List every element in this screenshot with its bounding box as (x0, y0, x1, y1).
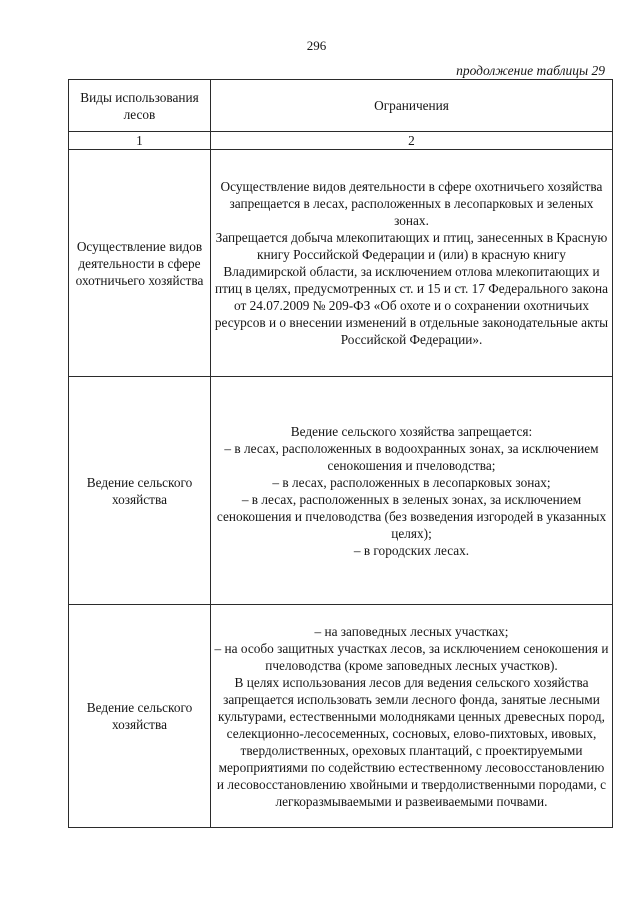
restrictions-cell (211, 150, 613, 377)
header-forest-use-types: Виды использования лесов (69, 80, 211, 132)
use-type-text: Ведение сельского хозяйства (86, 474, 193, 507)
use-type-text: Ведение сельского хозяйства (86, 700, 193, 732)
restriction-paragraph: Запрещается добыча млекопитающих и птиц, занесенных в Красную книгу Российской Федерации и (или) в красную книгу Владимирской области, за исключением отлова млекопитающих и птиц в целях, предусмотренных ст. и 15 и ст. 17 Федерального закона от 24.07.2009 № 209-ФЗ «Об охоте и о сохранении охотничьих ресурсов и о внесении изменений в отдельные законодательные акты Российской Федерации». (214, 230, 609, 347)
restriction-paragraph: Осуществление видов деятельности в сфере охотничьего хозяйства запрещается в лесах, расположенных в лесопарковых и зеленых зонах. (220, 179, 603, 228)
restriction-list-item: – в лесах, расположенных в водоохранных зонах, за исключением сенокошения и пчеловодства; (224, 440, 599, 473)
use-type-cell (69, 150, 211, 377)
use-type-cell (69, 605, 211, 828)
restriction-list-item: – на заповедных лесных участках; (314, 623, 509, 639)
table-continuation-label: продолжение таблицы 29 (456, 63, 605, 78)
restriction-list-item: – в лесах, расположенных в лесопарковых зонах; (272, 474, 551, 490)
restrictions-cell (211, 377, 613, 605)
table-row (69, 605, 613, 828)
column-number-row (69, 132, 613, 150)
header-restrictions: Ограничения (211, 80, 613, 132)
restriction-list-item: – в городских лесах. (353, 542, 470, 558)
restrictions-table (68, 79, 613, 828)
restriction-list-item: – в лесах, расположенных в зеленых зонах, за исключением сенокошения и пчеловодства (без возведения изгородей в указанных целях); (216, 491, 607, 541)
page-number: 296 (306, 38, 327, 53)
restriction-paragraph: В целях использования лесов для ведения сельского хозяйства запрещается использовать земли лесного фонда, занятые лесными культурами, естественными молодняками ценных древесных пород, селекционно-лесосеменных, сосновых, елово-пихтовых, ивовых, твердолиственных, ореховых плантаций, с проектируемыми мероприятиями по содействию естественному лесовосстановлению и лесовосстановлению хвойными и твердолиственными породами, с легкоразмываемыми и развеиваемыми почвами. (216, 674, 607, 809)
column-number-1: 1 (69, 132, 211, 150)
restrictions-cell (211, 605, 613, 828)
table-header-row (69, 80, 613, 132)
table-row (69, 150, 613, 377)
table-row (69, 377, 613, 605)
use-type-text: Осуществление видов деятельности в сфере охотничьего хозяйства (75, 238, 204, 288)
restriction-list-item: – на особо защитных участках лесов, за исключением сенокошения и пчеловодства (кроме заповедных лесных участков). (214, 640, 609, 673)
use-type-cell (69, 377, 211, 605)
column-number-2: 2 (211, 132, 613, 150)
restriction-paragraph: Ведение сельского хозяйства запрещается: (290, 423, 533, 439)
